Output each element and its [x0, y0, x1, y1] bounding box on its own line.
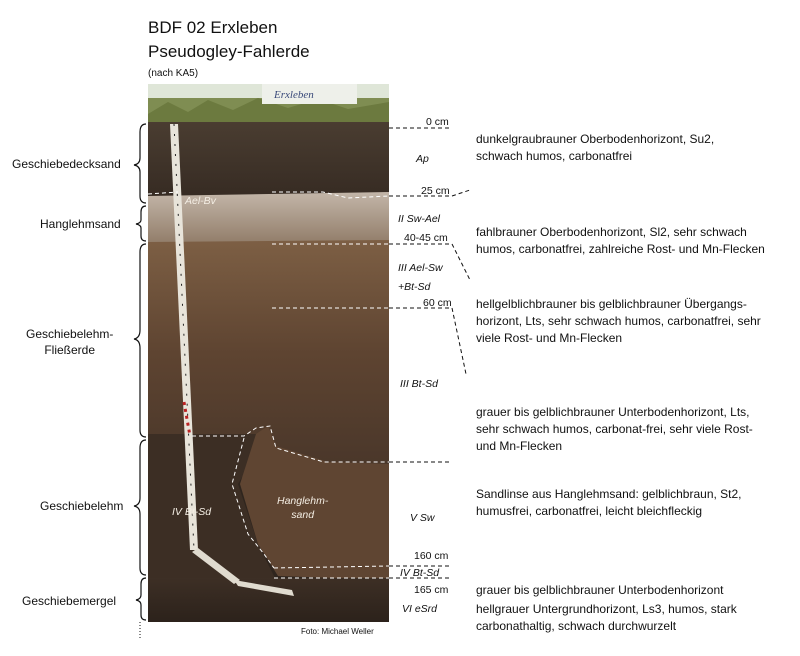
- horizon-v-sw: V Sw: [410, 512, 435, 524]
- depth-label-60: 60 cm: [423, 297, 452, 309]
- description-vi-esrd: hellgrauer Untergrundhorizont, Ls3, humos, stark carbonathaltig, schwach durchwurzelt: [476, 602, 737, 633]
- horizon-vi-esrd: VI eSrd: [402, 603, 438, 615]
- depth-label-25: 25 cm: [421, 185, 450, 197]
- horizon-iv-bt-sd: IV Bt-Sd: [400, 567, 440, 579]
- description-iv-bt-sd: grauer bis gelblichbrauner Unterbodenhorizont: [476, 583, 724, 597]
- photo-label-ael-bv: Ael-Bv: [185, 195, 216, 207]
- layer-label-geschiebelehm: Geschiebelehm: [40, 499, 124, 513]
- photo-credit: Foto: Michael Weller: [301, 627, 374, 636]
- method-note: (nach KA5): [148, 68, 199, 79]
- layer-label-geschiebelehm-fliesserde: Geschiebelehm- Fließerde: [26, 327, 114, 357]
- depth-label-160: 160 cm: [414, 550, 449, 562]
- photo-label-hanglehmsand: Hanglehm- sand: [277, 495, 329, 521]
- title: BDF 02 Erxleben: [148, 18, 278, 37]
- horizon-ii-sw-ael: II Sw-Ael: [398, 213, 441, 225]
- depth-label-165: 165 cm: [414, 584, 449, 596]
- description-ap: dunkelgraubrauner Oberbodenhorizont, Su2, schwach humos, carbonatfrei: [476, 132, 715, 163]
- description-sw-ael: fahlbrauner Oberbodenhorizont, Sl2, sehr schwach humos, carbonatfrei, zahlreiche Rost- und Mn-Flecken: [476, 225, 765, 256]
- photo-label-iv-bt-sd: IV Bt-Sd: [172, 506, 212, 518]
- layer-label-geschiebemergel: Geschiebemergel: [22, 594, 117, 608]
- depth-label-0: 0 cm: [426, 116, 449, 128]
- horizon-bt-sd: +Bt-Sd: [398, 281, 431, 293]
- horizon-ap: Ap: [416, 153, 429, 165]
- description-sand-lens: Sandlinse aus Hanglehmsand: gelblichbraun, St2, humusfrei, carbonatfrei, leicht bleichfleckig: [476, 487, 742, 518]
- photo-label-tag: Erxleben: [274, 89, 314, 101]
- horizon-iii-ael-sw: III Ael-Sw: [398, 262, 443, 274]
- subtitle: Pseudogley-Fahlerde: [148, 42, 310, 61]
- description-bt-sd: grauer bis gelblichbrauner Unterbodenhorizont, Lts, sehr schwach humos, carbonat-frei, sehr viele Rost- und Mn-Flecken: [476, 405, 753, 453]
- horizon-iii-bt-sd: III Bt-Sd: [400, 378, 438, 390]
- depth-label-40-45: 40-45 cm: [404, 232, 448, 244]
- layer-label-hanglehmsand: Hanglehmsand: [40, 217, 121, 231]
- description-ael-sw: hellgelblichbrauner bis gelblichbrauner Übergangs- horizont, Lts, sehr schwach humos, carbonatfrei, sehr viele Rost- und Mn-Flecken: [476, 297, 761, 345]
- layer-label-geschiebedecksand: Geschiebedecksand: [12, 157, 121, 171]
